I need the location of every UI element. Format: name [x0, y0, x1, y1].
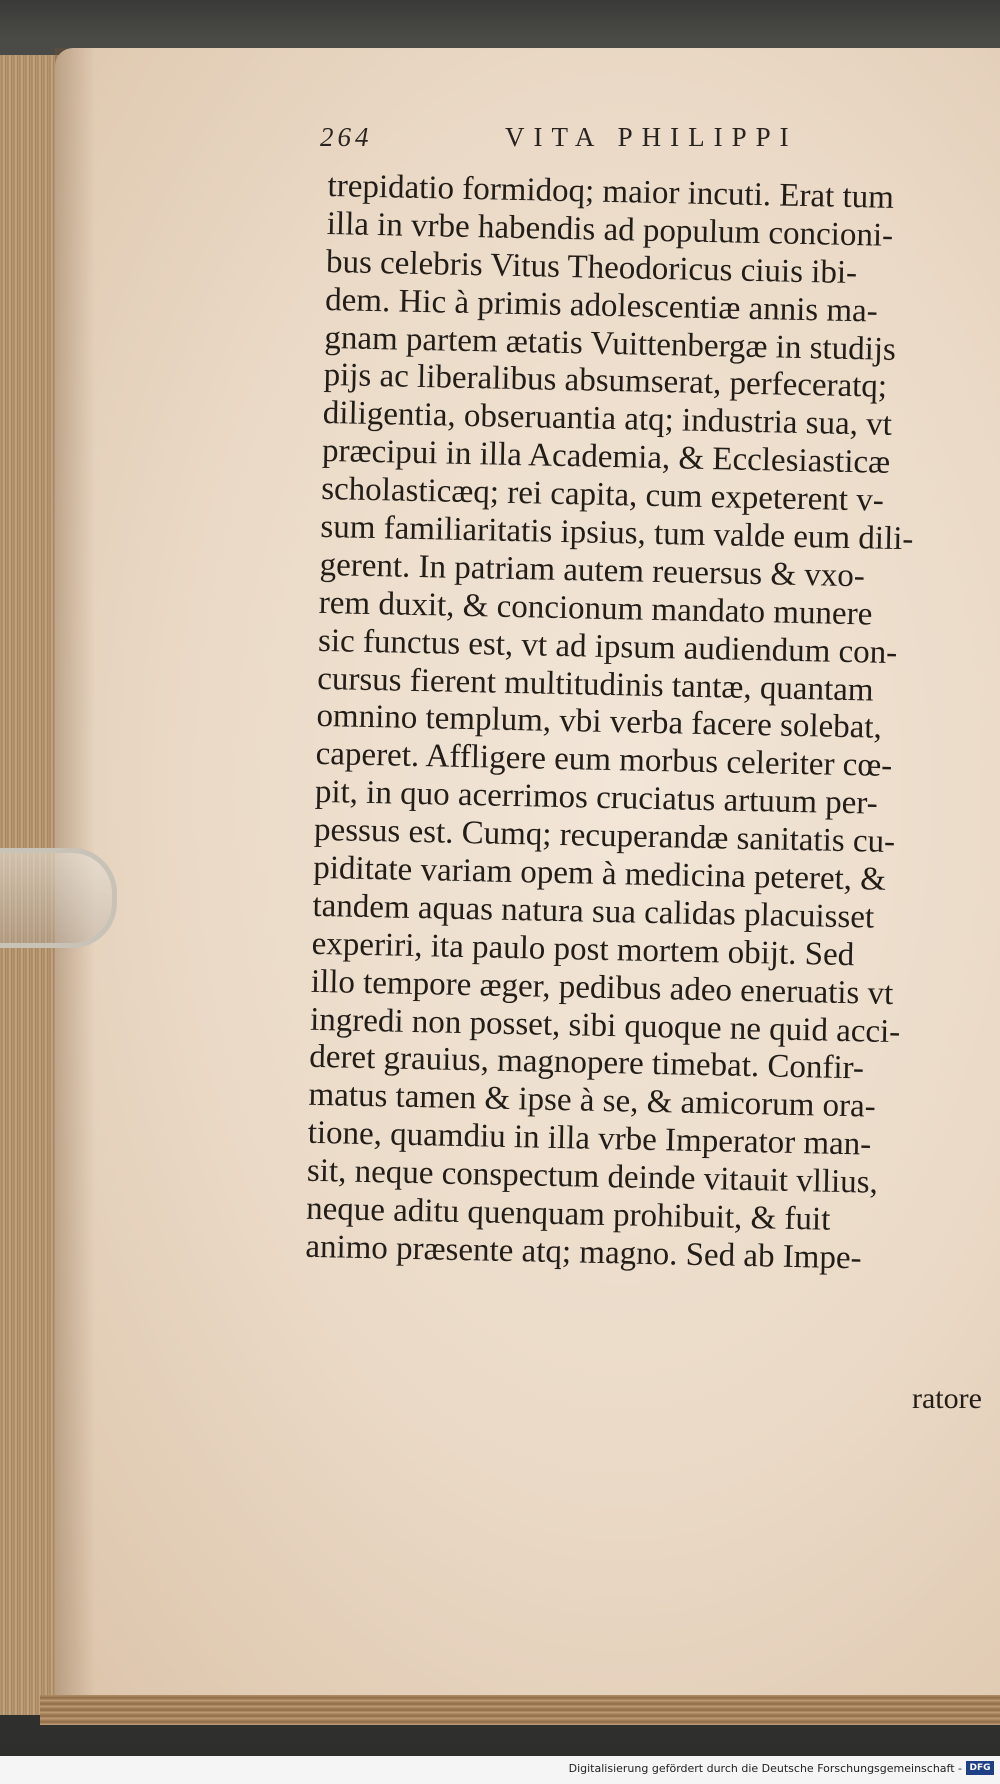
text-line: sic functus est, vt ad ipsum audiendum con- — [317, 622, 898, 671]
text-line: piditate variam opem à medicina peteret, & — [312, 849, 887, 898]
page-number: 264 — [320, 122, 373, 152]
text-line: pessus est. Cumq; recuperandæ sanitatis cu- — [313, 811, 896, 861]
text-line: illo tempore æger, pedibus adeo eneruatis vt — [310, 963, 894, 1012]
text-line: caperet. Affligere eum morbus celeriter cœ- — [315, 736, 893, 785]
text-line: omnino templum, vbi verba facere solebat, — [316, 698, 883, 747]
text-line: cursus fierent multitudinis tantæ, quantam — [316, 660, 874, 709]
text-line: animo præsente atq; magno. Sed ab Impe- — [305, 1228, 862, 1277]
text-line: matus tamen & ipse à se, & amicorum ora- — [308, 1077, 877, 1126]
text-line: sit, neque conspectum deinde vitauit vllius, — [306, 1152, 879, 1201]
text-line: præcipui in illa Academia, & Ecclesiasticæ — [321, 433, 891, 482]
text-line: gnam partem ætatis Vuittenbergæ in studijs — [324, 319, 897, 368]
digitization-footer — [0, 1756, 1000, 1784]
text-line: sum familiaritatis ipsius, tum valde eum dili- — [320, 508, 914, 558]
text-line: illa in vrbe habendis ad populum concioni- — [326, 205, 894, 254]
text-line: tione, quamdiu in illa vrbe Imperator man- — [307, 1115, 872, 1163]
dfg-logo: DFG — [966, 1761, 994, 1775]
text-line: gerent. In patriam autem reuersus & vxo- — [319, 546, 866, 595]
text-line: trepidatio formidoq; maior incuti. Erat tum — [327, 168, 895, 216]
text-line: diligentia, obseruantia atq; industria sua, vt — [322, 395, 893, 444]
footer-credit: Digitalisierung gefördert durch die Deutsche Forschungsgemeinschaft - — [568, 1762, 962, 1775]
catchword: ratore — [912, 1382, 982, 1415]
text-line: experiri, ita paulo post mortem obijt. Sed — [311, 925, 855, 974]
text-line: neque aditu quenquam prohibuit, & fuit — [305, 1190, 831, 1238]
page-header — [320, 122, 920, 162]
text-line: bus celebris Vitus Theodoricus ciuis ibi- — [325, 243, 858, 291]
text-line: ingredi non posset, sibi quoque ne quid acci- — [309, 1001, 901, 1050]
running-head: VITA PHILIPPI — [505, 122, 798, 152]
text-line: dem. Hic à primis adolescentiæ annis ma- — [324, 281, 879, 330]
body-text — [305, 168, 978, 1280]
page-clip — [0, 848, 117, 948]
text-line: rem duxit, & concionum mandato munere — [318, 584, 873, 633]
text-line: deret grauius, magnopere timebat. Confir- — [308, 1039, 865, 1087]
text-line: tandem aquas natura sua calidas placuisset — [312, 887, 875, 936]
text-line: pit, in quo acerrimos cruciatus artuum per- — [314, 774, 879, 822]
book-bottom-edge — [40, 1695, 1000, 1725]
text-line: pijs ac liberalibus absumserat, perfeceratq; — [323, 357, 888, 406]
text-line: scholasticæq; rei capita, cum expeterent v- — [320, 471, 885, 519]
